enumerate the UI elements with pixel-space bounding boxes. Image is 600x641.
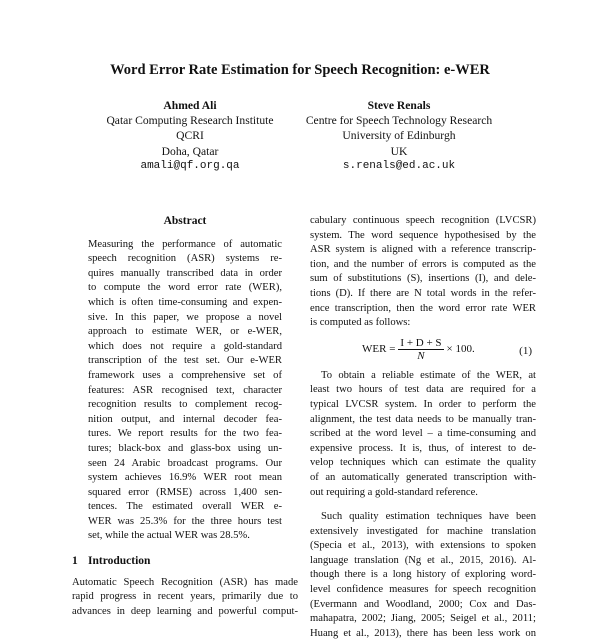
text-line: transcription of the test set. Our e-WER — [88, 355, 282, 367]
text-line: tures; black-box and glass-box using un- — [88, 442, 282, 454]
text-line: scribed at the word level – a time-consuming and — [310, 428, 536, 440]
text-line: tures. We report results for the two fea- — [88, 428, 282, 440]
text-line: speech recognition (ASR) systems re- — [88, 253, 282, 265]
text-line: extensively investigated for machine translation — [310, 525, 536, 537]
text-line: squared error (RMSE) across 1,400 sen- — [88, 486, 282, 498]
text-line: approach to estimate WER, or e-WER, — [88, 326, 282, 338]
text-line: To obtain a reliable estimate of the WER, at — [321, 369, 536, 381]
author-affiliation: QCRI — [176, 129, 204, 143]
equation-fraction — [398, 337, 443, 363]
author-affiliation: Centre for Speech Technology Research — [305, 114, 493, 128]
text-line: tions (D). If there are N total words in the refer- — [310, 287, 536, 299]
text-line: tion, and the number of errors is computed as the — [310, 258, 536, 270]
text-line: sum of substitutions (S), insertions (I), and dele- — [310, 273, 536, 285]
text-line: expensive process. It is, thus, of interest to de- — [310, 442, 536, 454]
text-line: quires manually transcribed data in order — [88, 267, 282, 279]
text-line: level confidence measures for speech recognition — [310, 584, 536, 596]
paragraph — [310, 510, 536, 641]
text-line: sive. In this paper, we propose a novel — [88, 311, 282, 323]
author-email[interactable]: s.renals@ed.ac.uk — [342, 159, 456, 172]
paper-title: Word Error Rate Estimation for Speech Recognition: e-WER — [110, 62, 490, 78]
text-line: system. The word sequence hypothesised by the — [310, 229, 536, 241]
text-line: recognition results to complement recog- — [88, 399, 282, 411]
text-line: velop techniques which can estimate the quality — [310, 457, 536, 469]
right-column — [310, 214, 536, 641]
equation-numerator: I + D + S — [400, 336, 442, 349]
section-heading-introduction — [72, 554, 298, 569]
author-name: Steve Renals — [367, 99, 431, 112]
text-line: is computed as follows: — [310, 317, 411, 329]
author-affiliation: UK — [390, 144, 408, 158]
text-line: though there is a long history of exploring word- — [310, 569, 536, 581]
text-line: (Evermann and Woodland, 2000; Cox and Das- — [310, 598, 536, 610]
equation-lhs: WER = — [362, 343, 396, 356]
introduction-body — [72, 576, 298, 620]
author-affiliation: Doha, Qatar — [161, 144, 219, 158]
equation-tail: × 100. — [446, 343, 475, 356]
text-line: tences. The estimated overall WER e- — [88, 501, 282, 513]
text-line: rapid progress in recent years, primarily due to — [72, 591, 298, 603]
text-line: system achieves 16.9% WER root mean — [88, 472, 282, 484]
text-line: features: ASR recognised text, character — [88, 384, 282, 396]
author-block-1 — [100, 98, 280, 174]
text-line: of an automatically generated transcription with- — [310, 471, 536, 483]
abstract-body — [72, 238, 298, 544]
author-affiliation: University of Edinburgh — [342, 129, 456, 143]
text-line: Automatic Speech Recognition (ASR) has made — [72, 576, 298, 588]
author-email[interactable]: amali@qf.org.qa — [140, 159, 240, 172]
text-line: framework uses a comprehensive set of — [88, 369, 282, 381]
paragraph — [310, 369, 536, 500]
text-line: which is often time-consuming and expen- — [88, 296, 282, 308]
equation-number: (1) — [519, 344, 532, 357]
paragraph — [310, 214, 536, 331]
text-line: which does not require a gold-standard — [88, 340, 282, 352]
text-line: Huang et al., 2013), there has been less work on — [310, 627, 536, 639]
text-line: typical LVCSR system. In order to perform the — [310, 398, 536, 410]
section-title: Introduction — [88, 555, 151, 568]
abstract-heading: Abstract — [163, 215, 207, 227]
text-line: Measuring the performance of automatic — [88, 238, 282, 250]
text-line: out requiring a gold-standard reference. — [310, 486, 478, 498]
text-line: WER was 25.3% for the three hours test — [88, 515, 282, 527]
text-line: seen 24 Arabic broadcast programs. Our — [88, 457, 282, 469]
text-line: ence transcription, then the word error rate WER — [310, 302, 536, 314]
text-line: Such quality estimation techniques have been — [321, 511, 536, 523]
equation-denominator: N — [417, 349, 425, 362]
text-line: to compute the word error rate (WER), — [88, 282, 282, 294]
text-line: cabulary continuous speech recognition (LVCSR) — [310, 215, 536, 226]
text-line: language translation (Ng et al., 2015, 2016). Al- — [310, 554, 536, 566]
author-block-2 — [296, 98, 502, 174]
text-line: set, while the actual WER was 28.5%. — [88, 530, 250, 542]
text-line: alignment, the test data needs to be manually tran- — [310, 413, 536, 425]
equation-wer — [310, 335, 536, 365]
text-line: least two hours of test data are required for a — [310, 384, 536, 396]
author-name: Ahmed Ali — [163, 99, 217, 112]
section-number: 1 — [72, 555, 78, 568]
text-line: (Specia et al., 2013), with extensions to spoken — [310, 540, 536, 552]
author-affiliation: Qatar Computing Research Institute — [106, 114, 274, 128]
text-line: mahapatra, 2002; Jiang, 2005; Seigel et al., 2011; — [310, 613, 536, 625]
left-column — [72, 214, 298, 619]
text-line: nition output, and internal decoder fea- — [88, 413, 282, 425]
text-line: ASR system is aligned with a reference transcrip- — [310, 244, 536, 256]
text-line: advances in deep learning and powerful comput- — [72, 605, 298, 617]
